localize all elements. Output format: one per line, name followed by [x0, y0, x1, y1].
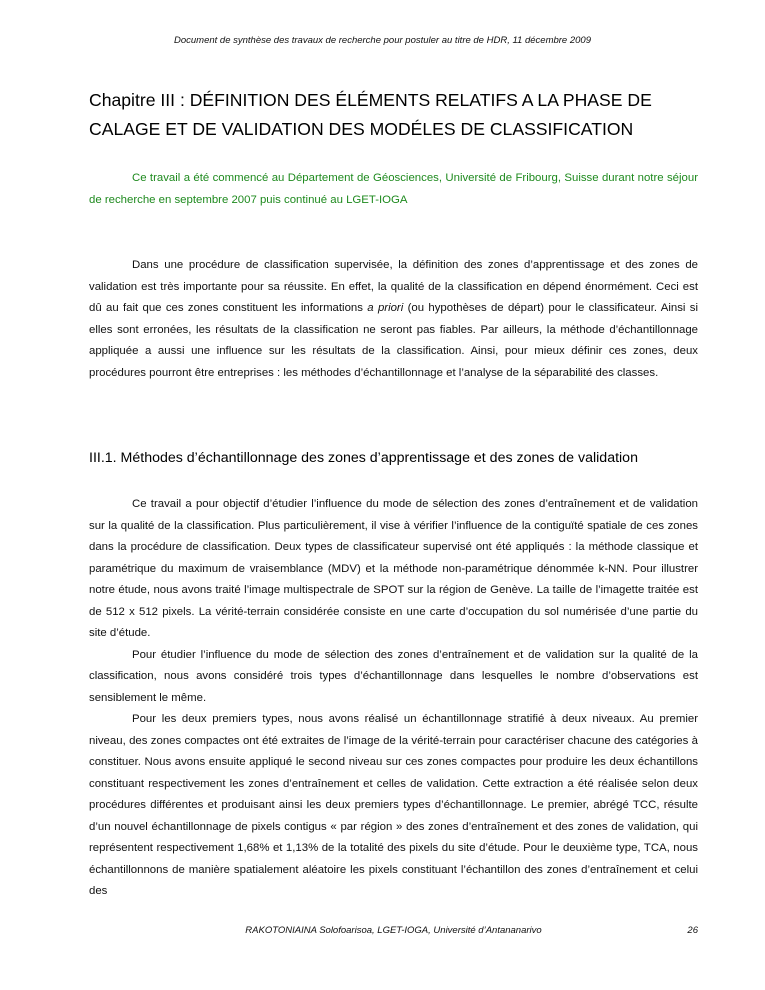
running-footer — [89, 925, 698, 939]
section-paragraph: Ce travail a pour objectif d’étudier l’influence du mode de sélection des zones d’entraînement et de validation sur la qualité de la classification. Plus particulièrement, il vise à vérifier l’influence de la contiguïté spatiale de ces zones dans la procédure de classification. Deux types de classificateur supervisé ont été appliqués : la méthode classique et paramétrique du maximum de vraisemblance (MDV) et la méthode non-paramétrique dénommée k-NN. Pour illustrer notre étude, nous avons traité l’image multispectrale de SPOT sur la région de Genève. La taille de l’imagette traitée est de 512 x 512 pixels. La vérité-terrain considérée consiste en une carte d’occupation du sol numérisée d’une partie du site d’étude. — [89, 498, 698, 639]
intro-note: Ce travail a été commencé au Département de Géosciences, Université de Fribourg, Suisse durant notre séjour de recherche en septembre 2007 puis continué au LGET-IOGA — [89, 172, 698, 206]
paragraph-text-part: (ou hypothèses de départ) pour le classificateur. Ainsi si elles sont erronées, les résultats de la classification ne seront pas fiables. Par ailleurs, la méthode d’échantillonnage appliquée a aussi une influence sur les résultats de la classification. Ainsi, pour mieux définir ces zones, deux procédures pourront être entreprises : les méthodes d’échantillonnage et l’analyse de la séparabilité des classes. — [89, 302, 698, 379]
section-paragraph: Pour les deux premiers types, nous avons réalisé un échantillonnage stratifié à deux niveaux. Au premier niveau, des zones compactes ont été extraites de l’image de la vérité-terrain pour caractériser chacune des catégories à constituer. Nous avons ensuite appliqué le second niveau sur ces zones compactes pour produire les deux échantillons constituant respectivement les zones d’entraînement et celles de validation. Cette extraction a été réalisée selon deux procédures différentes et produisant ainsi les deux premiers types d’échantillonnage. Le premier, abrégé TCC, résulte d’un nouvel échantillonnage de pixels contigus « par région » des zones d’entraînement et des zones de validation, qui représentent respectivement 1,68% et 1,13% de la totalité des pixels du site d’étude. Pour le deuxième type, TCA, nous échantillonnons de manière spatialement aléatoire les pixels constituant l’échantillon des zones d’entraînement et celui des — [89, 713, 698, 897]
page-number: 26 — [687, 925, 698, 936]
section-body — [89, 494, 698, 903]
running-header: Document de synthèse des travaux de recherche pour postuler au titre de HDR, 11 décembre 2009 — [173, 35, 591, 46]
section-title: III.1. Méthodes d’échantillonnage des zones d’apprentissage et des zones de validation — [89, 450, 638, 466]
paragraph-text-part: Dans une procédure de classification supervisée, la définition des zones d’apprentissage et des zones de validation est très importante pour sa réussite. En effet, la qualité de la classification en dépend énormément. Ceci est dû au fait que ces zones constituent les informations — [89, 259, 698, 314]
footer-author: RAKOTONIAINA Solofoarisoa, LGET-IOGA, Université d’Antananarivo — [245, 925, 542, 936]
paragraph-classification — [89, 255, 698, 384]
paragraph-text — [89, 255, 698, 384]
section-paragraph: Pour étudier l’influence du mode de sélection des zones d’entraînement et de validation sur la qualité de la classification, nous avons considéré trois types d’échantillonnage dans lesquelles le nombre d’observations est sensiblement le même. — [89, 648, 698, 704]
emphasis-a-priori: a priori — [367, 302, 404, 314]
chapter-title: Chapitre III : DÉFINITION DES ÉLÉMENTS RELATIFS A LA PHASE DE CALAGE ET DE VALIDATION DES MODÉLES DE CLASSIFICATION — [89, 90, 652, 139]
